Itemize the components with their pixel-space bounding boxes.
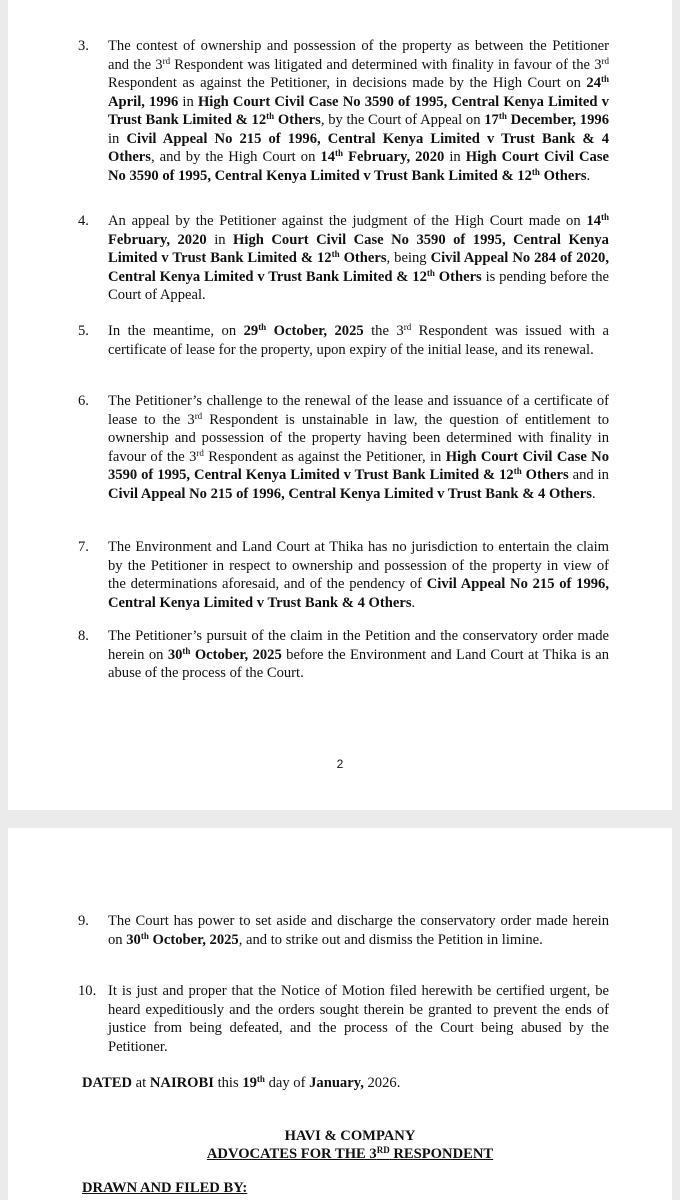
paragraph-number: 3. <box>78 38 89 54</box>
dated-line <box>82 1075 400 1092</box>
paragraph-8 <box>78 627 609 683</box>
role-suffix-sup: RD <box>376 1145 390 1155</box>
paragraph-4 <box>78 212 609 305</box>
dated-day-of: day of <box>264 1075 310 1091</box>
paragraph-text: The Court has power to set aside and discharge the conservatory order made herein on 30th October, 2025, and to strike out and dismiss the Petition in limine. <box>108 913 609 948</box>
paragraph-number: 8. <box>78 628 89 644</box>
dated-place: NAIROBI <box>149 1075 214 1091</box>
firm-role <box>8 1145 680 1163</box>
paragraph-number: 4. <box>78 213 89 229</box>
paragraph-6 <box>78 392 609 503</box>
paragraph-number: 5. <box>78 323 89 339</box>
page-number: 2 <box>336 757 344 771</box>
document-page-2 <box>8 828 672 1200</box>
paragraph-text: An appeal by the Petitioner against the judgment of the High Court made on 14th February, 2020 in High Court Civil Case No 3590 of 1995, Central Kenya Limited v Trust Bank Limited & 12th Others, being Civil Appeal No 284 of 2020, Central Kenya Limited v Trust Bank Limited & 12th Others is pending before the Court of Appeal. <box>108 212 609 303</box>
paragraph-number: 7. <box>78 539 89 555</box>
paragraph-5 <box>78 322 609 359</box>
paragraph-text: It is just and proper that the Notice of Motion filed herewith be certified urgent, be heard expeditiously and the orders sought therein be granted to prevent the ends of justice from being defeated, and the process of the Court being abused by the Petitioner. <box>108 983 609 1055</box>
paragraph-text: The contest of ownership and possession of the property as between the Petitioner and the 3rd Respondent was litigated and determined with finality in favour of the 3rd Respondent as against the Petitioner, in decisions made by the High Court on 24th April, 1996 in High Court Civil Case No 3590 of 1995, Central Kenya Limited v Trust Bank Limited & 12th Others, by the Court of Appeal on 17th December, 1996 in Civil Appeal No 215 of 1996, Central Kenya Limited v Trust Bank & 4 Others, and by the High Court on 14th February, 2020 in High Court Civil Case No 3590 of 1995, Central Kenya Limited v Trust Bank Limited & 12th Others. <box>108 38 610 184</box>
paragraph-number: 9. <box>78 913 89 929</box>
dated-this: this <box>213 1075 243 1091</box>
paragraph-text: The Petitioner’s pursuit of the claim in the Petition and the conservatory order made herein on 30th October, 2025 before the Environment and Land Court at Thika is an abuse of the process of the Court. <box>108 628 609 681</box>
dated-day: 19 <box>242 1075 257 1091</box>
dated-day-suffix: th <box>256 1074 265 1084</box>
role-suffix: RESPONDENT <box>389 1146 494 1162</box>
paragraph-3 <box>78 37 610 185</box>
paragraph-text: The Petitioner’s challenge to the renewal of the lease and issuance of a certificate of lease to the 3rd Respondent is unstainable in law, the question of entitlement to ownership and possession of the property having been determined with finality in favour of the 3rd Respondent as against the Petitioner, in High Court Civil Case No 3590 of 1995, Central Kenya Limited v Trust Bank Limited & 12th Others and in Civil Appeal No 215 of 1996, Central Kenya Limited v Trust Bank & 4 Others. <box>108 393 609 502</box>
paragraph-9 <box>78 912 609 949</box>
role-prefix: ADVOCATES FOR THE 3 <box>206 1146 377 1162</box>
drawn-and-filed-by: DRAWN AND FILED BY: <box>82 1180 248 1196</box>
dated-month: January, <box>309 1075 364 1091</box>
dated-label: DATED <box>82 1075 133 1091</box>
dated-year: 2026. <box>363 1075 401 1091</box>
paragraph-text: The Environment and Land Court at Thika has no jurisdiction to entertain the claim by the Petitioner in respect to ownership and possession of the property in view of the determinations aforesaid, and of the pendency of Civil Appeal No 215 of 1996, Central Kenya Limited v Trust Bank & 4 Others. <box>108 539 609 611</box>
dated-at: at <box>132 1075 150 1091</box>
paragraph-7 <box>78 538 609 612</box>
paragraph-number: 10. <box>78 983 97 999</box>
document-page-1 <box>8 0 672 810</box>
paragraph-text: In the meantime, on 29th October, 2025 the 3rd Respondent was issued with a certificate of lease for the property, upon expiry of the initial lease, and its renewal. <box>108 322 609 358</box>
paragraph-number: 6. <box>78 393 89 409</box>
firm-name: HAVI & COMPANY <box>284 1128 416 1144</box>
paragraph-10 <box>78 982 609 1056</box>
